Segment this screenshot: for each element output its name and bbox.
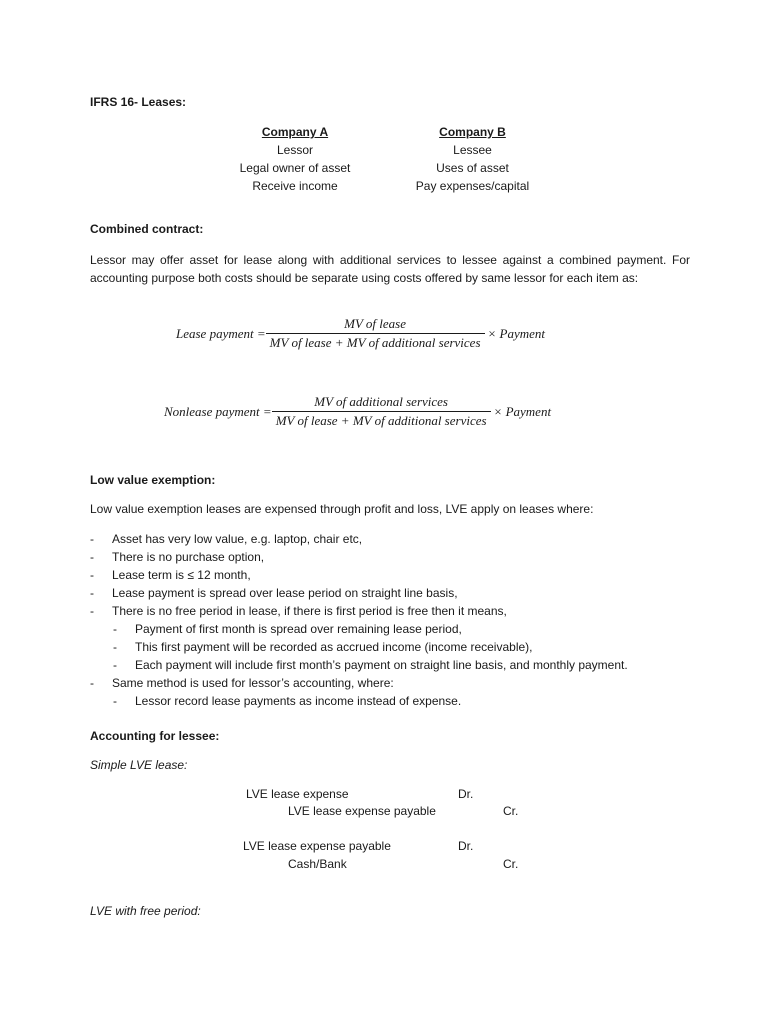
list-item: - There is no free period in lease, if there is first period is free then it means, (90, 602, 628, 620)
journal-dr-marker: Dr. (458, 787, 474, 801)
list-item: - There is no purchase option, (90, 548, 628, 566)
company-a-column (215, 123, 375, 195)
formula-denominator: MV of lease + MV of additional services (275, 413, 487, 428)
list-item: - Payment of first month is spread over remaining lease period, (90, 620, 628, 638)
journal-credit-account: LVE lease expense payable (288, 804, 436, 818)
company-b-heading: Company B (439, 125, 506, 139)
formula-rhs: × Payment (493, 403, 552, 419)
list-item: - Lease term is ≤ 12 month, (90, 566, 628, 584)
formula-fraction (272, 394, 491, 429)
company-a-line: Legal owner of asset (239, 161, 351, 175)
journal-cr-marker: Cr. (503, 857, 519, 871)
nonlease-payment-formula (164, 394, 551, 429)
company-a-line: Receive income (252, 179, 338, 193)
list-item: - This first payment will be recorded as accrued income (income receivable), (90, 638, 628, 656)
list-item: - Asset has very low value, e.g. laptop, chair etc, (90, 530, 628, 548)
journal-credit-account: Cash/Bank (288, 857, 347, 871)
formula-fraction (266, 316, 485, 351)
low-value-exemption-heading: Low value exemption: (90, 473, 216, 487)
journal-debit-account: LVE lease expense payable (243, 839, 391, 853)
lease-payment-formula (176, 316, 545, 351)
list-item: - Lease payment is spread over lease period on straight line basis, (90, 584, 628, 602)
lve-free-period-label: LVE with free period: (90, 904, 201, 918)
company-a-heading: Company A (261, 125, 329, 139)
combined-contract-heading: Combined contract: (90, 222, 204, 236)
formula-lhs: Lease payment = (176, 325, 266, 341)
journal-debit-account: LVE lease expense (246, 787, 349, 801)
list-item: - Each payment will include first month’s payment on straight line basis, and monthly payment. (90, 656, 628, 674)
formula-lhs: Nonlease payment = (164, 403, 272, 419)
company-a-line: Lessor (276, 143, 314, 157)
company-b-line: Uses of asset (436, 161, 509, 175)
simple-lve-label: Simple LVE lease: (90, 758, 188, 772)
list-item: - Lessor record lease payments as income instead of expense. (90, 692, 628, 710)
accounting-for-lessee-heading: Accounting for lessee: (90, 729, 220, 743)
lve-conditions-list (90, 530, 628, 710)
journal-dr-marker: Dr. (458, 839, 474, 853)
journal-cr-marker: Cr. (503, 804, 519, 818)
company-b-line: Lessee (453, 143, 492, 157)
low-value-exemption-intro: Low value exemption leases are expensed through profit and loss, LVE apply on leases where: (90, 502, 594, 516)
list-item: - Same method is used for lessor’s accounting, where: (90, 674, 628, 692)
combined-contract-paragraph: Lessor may offer asset for lease along with additional services to lessee against a combined payment. For accounting purpose both costs should be separate using costs offered by same lessor for each item as: (90, 253, 690, 285)
formula-rhs: × Payment (487, 325, 546, 341)
formula-numerator: MV of lease (266, 316, 485, 334)
formula-numerator: MV of additional services (272, 394, 491, 412)
company-b-column (390, 123, 555, 195)
formula-denominator: MV of lease + MV of additional services (269, 335, 481, 350)
page-title: IFRS 16- Leases: (90, 95, 187, 109)
company-b-line: Pay expenses/capital (415, 179, 530, 193)
